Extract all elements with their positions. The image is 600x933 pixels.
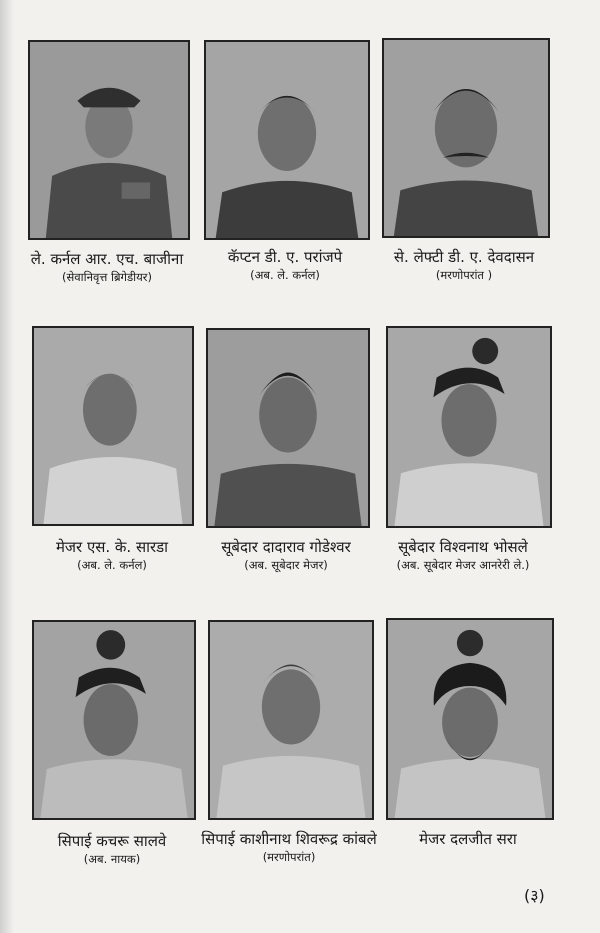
portrait-subtitle: (अब. ले. कर्नल) [250,268,320,282]
portrait-photo-3 [382,38,550,238]
portrait-photo-4 [32,326,194,526]
portrait-name: मेजर एस. के. सारडा [55,538,169,556]
portrait-caption-3 [374,248,554,283]
portrait-photo-8 [208,620,374,820]
portrait-subtitle: (अब. नायक) [83,852,141,866]
portrait-photo-1 [28,40,190,240]
portrait-caption-8 [199,830,379,865]
portrait-caption-2 [195,248,375,283]
portrait-caption-1 [17,250,197,285]
portrait-name: मेजर दलजीत सरा [419,830,517,848]
page-number: (३) [524,886,545,905]
portrait-subtitle: (मरणोपरांत) [262,850,316,864]
portrait-name: सूबेदार विश्वनाथ भोसले [398,538,528,556]
portrait-subtitle: (अब. ले. कर्नल) [77,558,147,572]
portrait-caption-6 [373,538,553,573]
portrait-name: सूबेदार दादाराव गोडेश्वर [221,538,351,556]
portrait-caption-9 [378,830,558,850]
portrait-photo-7 [32,620,196,820]
portrait-photo-5 [206,328,370,528]
portrait-caption-4 [22,538,202,573]
portrait-name: ले. कर्नल आर. एच. बाजीना [30,250,184,268]
portrait-subtitle: (अब. सूबेदार मेजर आनरेरी ले.) [396,558,530,572]
portrait-photo-9 [386,618,554,820]
portrait-name: सिपाई काशीनाथ शिवरूद्र कांबले [201,830,377,848]
portrait-caption-7 [22,832,202,867]
portrait-name: सिपाई कचरू सालवे [57,832,167,850]
portrait-name: कॅप्टन डी. ए. परांजपे [227,248,343,266]
portrait-subtitle: (अब. सूबेदार मेजर) [244,558,328,572]
portrait-photo-6 [386,326,552,528]
portrait-subtitle: (सेवानिवृत्त ब्रिगेडीयर) [62,270,152,284]
portrait-photo-2 [204,40,370,240]
portrait-subtitle: (मरणोपरांत ) [435,268,493,282]
page-edge-shadow [0,0,14,933]
portrait-name: से. लेफ्टी डी. ए. देवदासन [393,248,535,266]
portrait-caption-5 [196,538,376,573]
